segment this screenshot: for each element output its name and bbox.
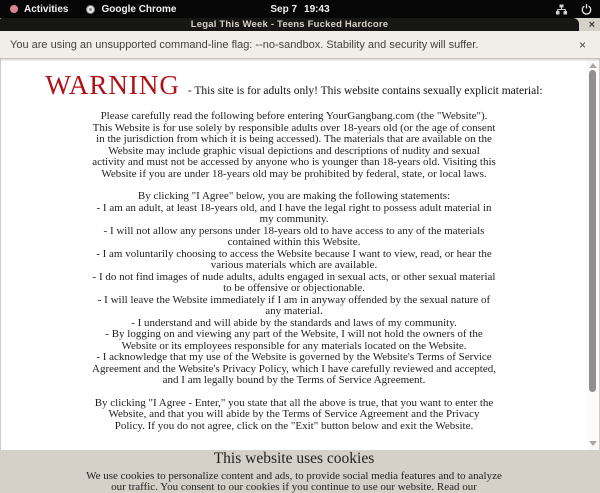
scrollbar-up-icon[interactable] [589, 63, 597, 68]
statement-line: - I am voluntarily choosing to access the Website because I want to view, read, or hear the various materials which are available. [96, 247, 492, 271]
scrollbar-thumb[interactable] [589, 70, 596, 392]
taskbar-item-google-chrome[interactable] [86, 4, 176, 15]
system-status-area[interactable] [556, 4, 600, 15]
scrollbar-down-icon[interactable] [589, 441, 597, 446]
infobar-close-icon[interactable]: × [578, 37, 586, 52]
chrome-icon [86, 5, 95, 14]
warning-word: WARNING [45, 70, 180, 100]
network-icon [556, 4, 567, 15]
cookies-title: This website uses cookies [213, 450, 375, 467]
statement-line: - I will leave the Website immediately if I am in anyway offended by the sexual nature of any material. [97, 293, 491, 317]
chrome-label: Google Chrome [101, 3, 177, 15]
clock-time: 19:43 [304, 3, 330, 15]
clock-date: Sep 7 [270, 3, 298, 15]
intro-paragraph: Please carefully read the following before entering YourGangbang.com (the "Website"). This Website is for use solely by responsible adults over 18-years old (or the age of consent in the jurisdiction from which it is being accessed). The materials that are available on the Website may include graphic visual depictions and descriptions of nudity and sexual activity and must not be accessed by anyone who is younger than 18-years old. Visiting this Website if you are under 18-years old may be prohibited by federal, state, or local laws. [92, 110, 496, 180]
chrome-infobar [0, 31, 600, 59]
warning-heading [13, 70, 575, 101]
agreement-intro: By clicking "I Agree" below, you are making the following statements: [137, 190, 451, 202]
warning-subtitle: - This site is for adults only! This website contains sexually explicit material: [187, 85, 543, 97]
activities-indicator-icon [10, 5, 18, 13]
window-title: Legal This Week - Teens Fucked Hardcore [190, 19, 389, 30]
browser-viewport [0, 59, 600, 493]
gnome-top-bar [0, 0, 600, 18]
age-disclaimer-page [1, 59, 599, 493]
cookies-text: We use cookies to personalize content and ads, to provide social media features and to analyze our traffic. You consent to our cookies if you continue to use our website. Read our [86, 470, 502, 493]
statement-line: - I do not find images of nude adults, adults engaged in sexual acts, or other sexual material to be offensive or objectionable. [92, 270, 496, 294]
activities-label: Activities [24, 3, 69, 15]
statement-line: - By logging on and viewing any part of the Website, I will not hold the owners of the Website or its employees responsible for any materials located on the Website. [105, 328, 483, 352]
statement-line: - I understand and will abide by the standards and laws of my community. [131, 316, 457, 329]
power-icon [581, 4, 592, 15]
clock[interactable] [270, 4, 329, 15]
window-close-icon[interactable]: × [588, 18, 595, 31]
window-title-bar [0, 18, 600, 31]
closing-paragraph: By clicking "I Agree - Enter," you state that all the above is true, that you want to enter the Website, and that you will abide by the Terms of Service Agreement and the Privacy Policy. If you do not agree, click on the "Exit" button below and exit the Website. [94, 396, 494, 432]
title-strip [0, 18, 579, 31]
statement-line: - I will not allow any persons under 18-years old to have access to any of the materials contained within this Website. [103, 224, 485, 248]
infobar-message: You are using an unsupported command-line flag: --no-sandbox. Stability and security will suffer. [10, 38, 479, 51]
statement-line: - I acknowledge that my use of the Website is governed by the Website's Terms of Service Agreement and the Website's Privacy Policy, which I have carefully reviewed and accepted, and I am legally bound by the Terms of Service Agreement. [92, 351, 496, 386]
scrollbar[interactable] [586, 59, 599, 450]
statement-line: - I am an adult, at least 18-years old, and I have the legal right to possess adult material in my community. [96, 201, 492, 225]
activities-button[interactable] [10, 4, 68, 15]
